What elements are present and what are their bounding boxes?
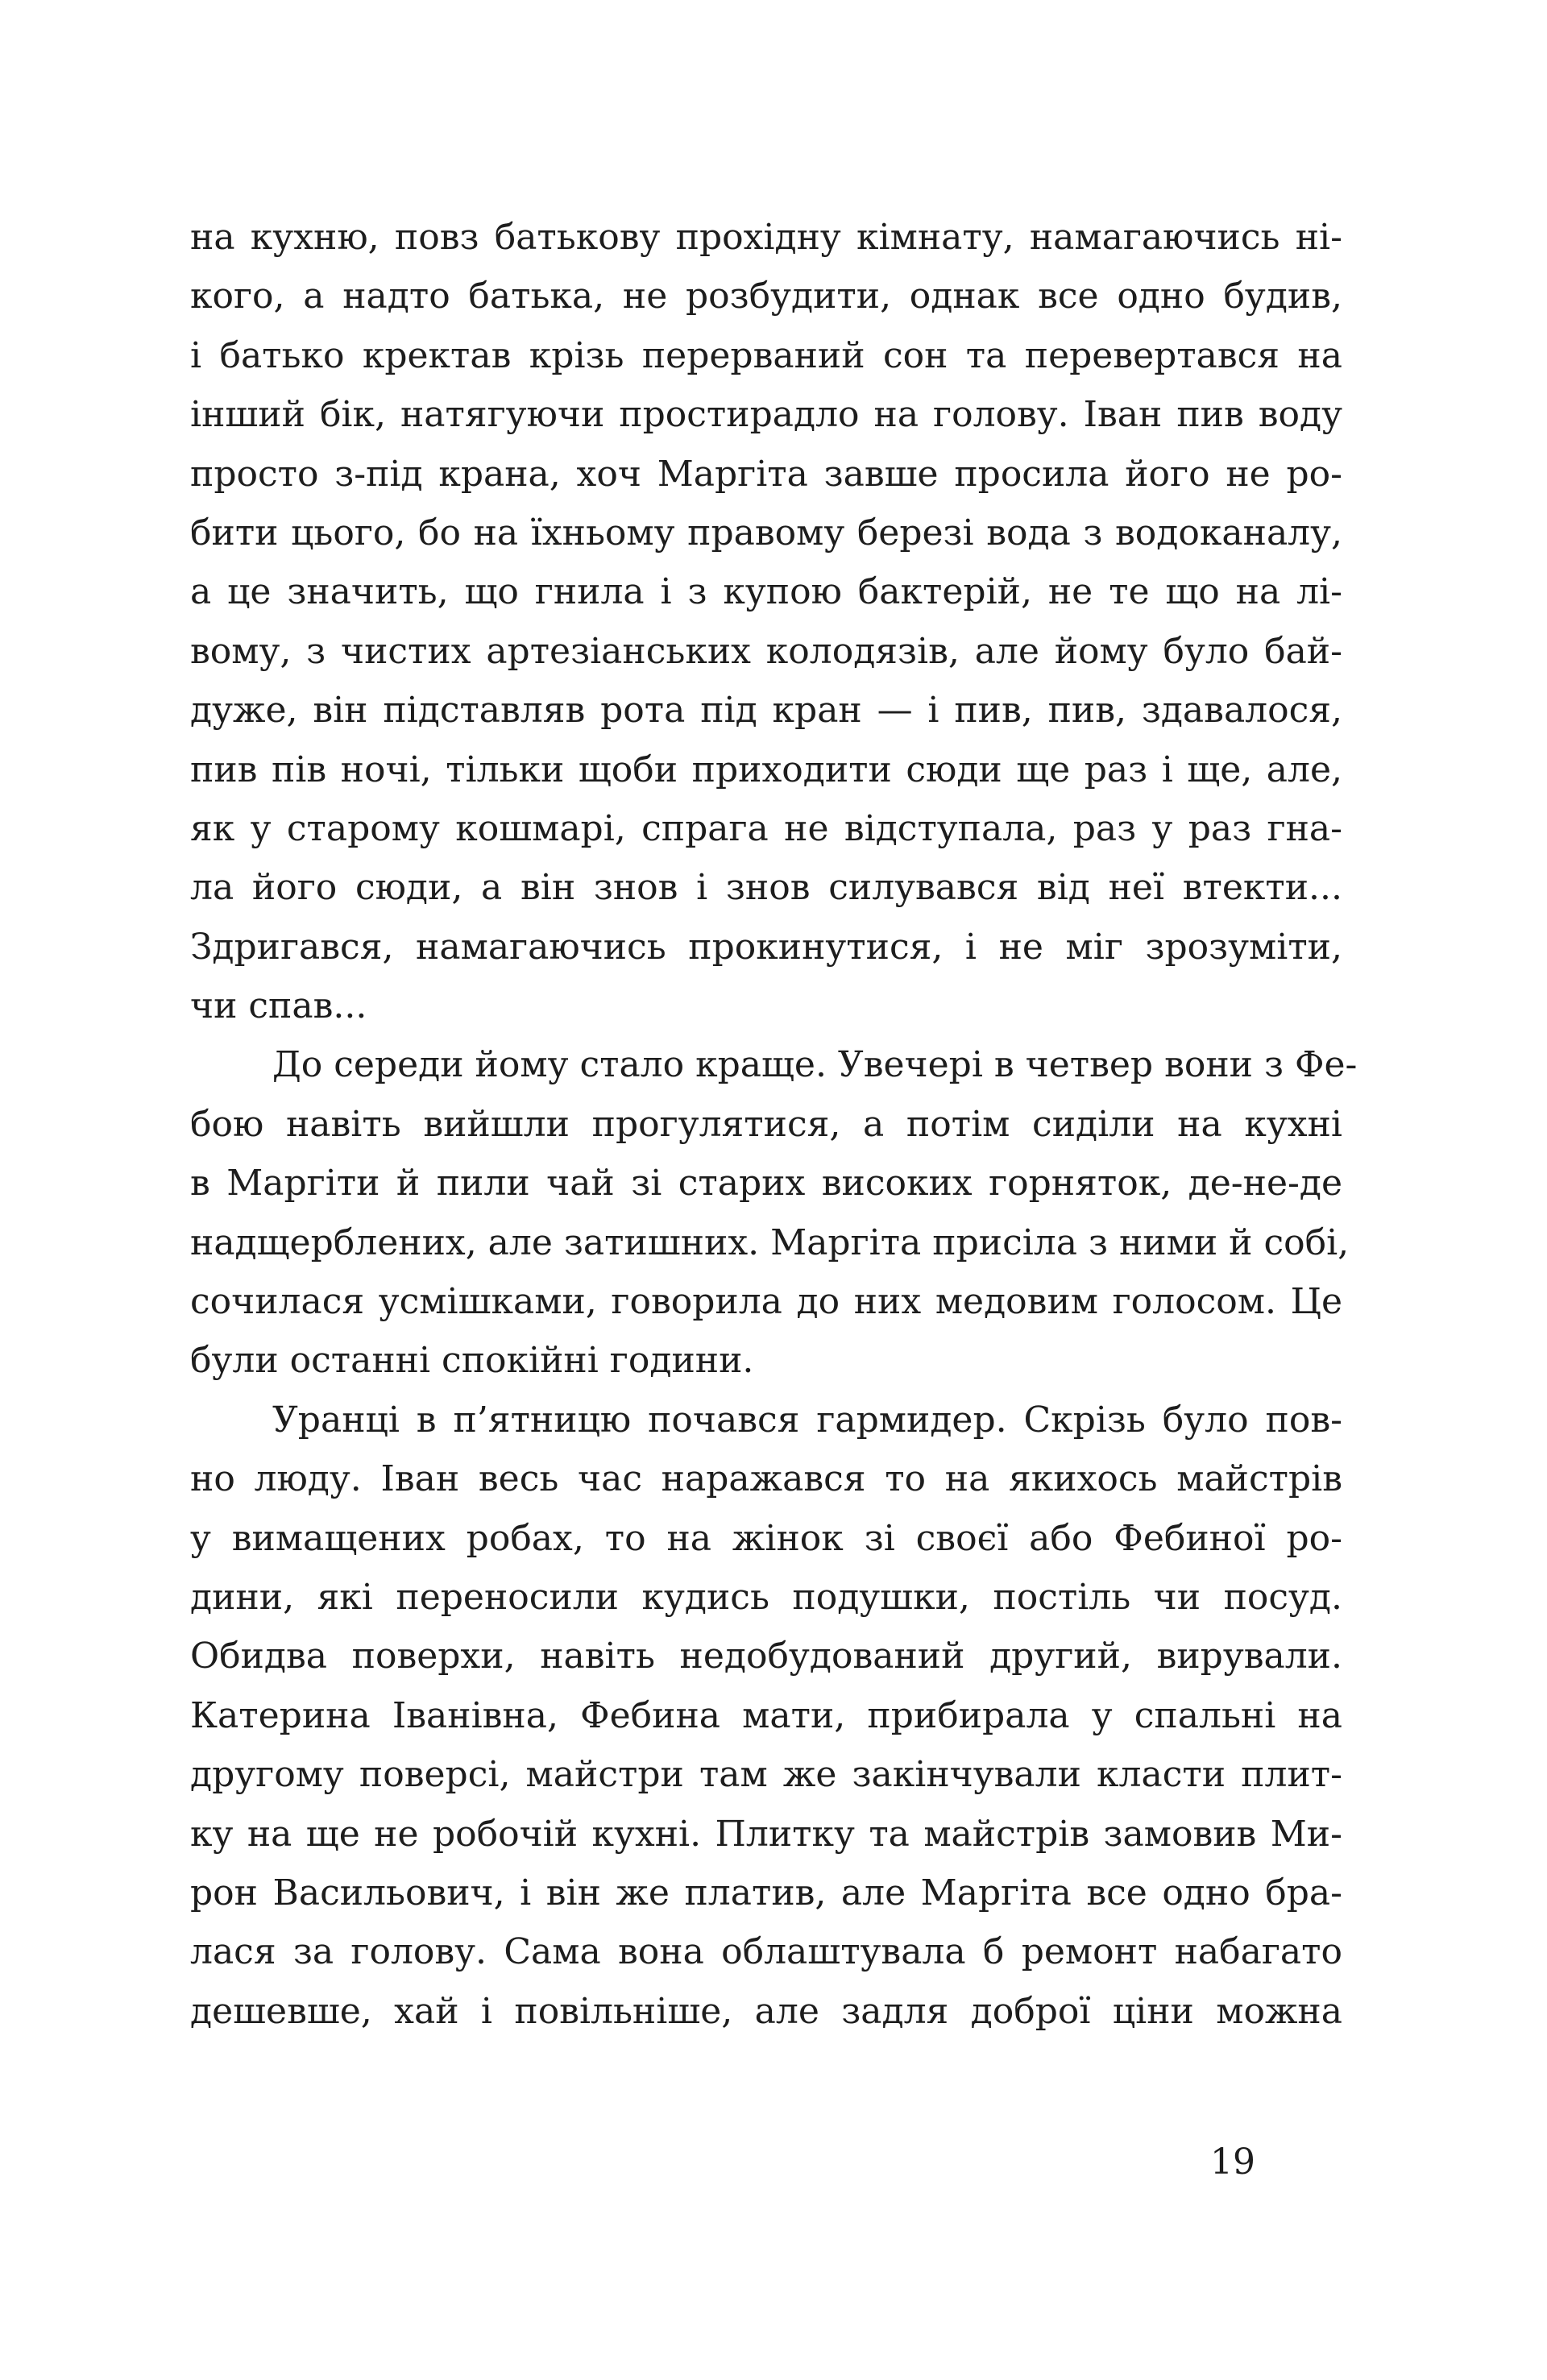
paragraph-first-line: До середи йому стало краще. Увечері в четвер вони з Фе- — [272, 1044, 1358, 1086]
text-line: дуже, він підставляв рота під кран — і пив, пив, здавалося, — [190, 690, 1342, 732]
text-line: кого, а надто батька, не розбудити, однак все одно будив, — [190, 276, 1342, 317]
text-line: дини, які переносили кудись подушки, постіль чи посуд. — [190, 1576, 1342, 1618]
text-line: надщерблених, але затишних. Маргіта присіла з ними й собі, — [190, 1221, 1350, 1263]
text-line: лася за голову. Сама вона облаштувала б ремонт набагато — [190, 1931, 1342, 1973]
text-line: другому поверсі, майстри там же закінчували класти плит- — [190, 1754, 1342, 1796]
text-line: на кухню, повз батькову прохідну кімнату, намагаючись ні- — [190, 217, 1342, 258]
body-text — [190, 208, 1358, 2041]
text-line: Здригався, намагаючись прокинутися, і не міг зрозуміти, — [190, 926, 1342, 968]
text-line: вому, з чистих артезіанських колодязів, але йому було бай- — [190, 630, 1342, 672]
text-line: просто з-під крана, хоч Маргіта завше просила його не ро- — [190, 453, 1342, 495]
text-line: в Маргіти й пили чай зі старих високих горняток, де-не-де — [190, 1163, 1342, 1205]
text-line: інший бік, натягуючи простирадло на голову. Іван пив воду — [190, 394, 1342, 436]
text-line: сочилася усмішками, говорила до них медовим голосом. Це — [190, 1281, 1342, 1323]
text-line: бою навіть вийшли прогулятися, а потім сиділи на кухні — [190, 1103, 1342, 1145]
text-line: дешевше, хай і повільніше, але задля доброї ціни можна — [190, 1990, 1342, 2032]
text-line: були останні спокійні години. — [190, 1340, 754, 1382]
text-line: а це значить, що гнила і з купою бактерій, не те що на лі- — [190, 571, 1342, 613]
text-line: Обидва поверхи, навіть недобудований другий, вирували. — [190, 1636, 1342, 1677]
text-line: но люду. Іван весь час наражався то на якихось майстрів — [190, 1458, 1342, 1500]
text-line: як у старому кошмарі, спрага не відступала, раз у раз гна- — [190, 807, 1342, 849]
text-line: у вимащених робах, то на жінок зі своєї або Фебиної ро- — [190, 1517, 1342, 1559]
text-line: бити цього, бо на їхньому правому березі вода з водоканалу, — [190, 512, 1342, 554]
text-line: чи спав... — [190, 985, 367, 1027]
text-line: рон Васильович, і він же платив, але Маргіта все одно бра- — [190, 1872, 1342, 1914]
text-line: пив пів ночі, тільки щоби приходити сюди ще раз і ще, але, — [190, 748, 1342, 790]
text-line: Катерина Іванівна, Фебина мати, прибирала у спальні на — [190, 1694, 1342, 1736]
paragraph-first-line: Уранці в п’ятницю почався гармидер. Скрізь було пов- — [272, 1399, 1342, 1441]
text-line: і батько кректав крізь перерваний сон та перевертався на — [190, 334, 1342, 376]
text-line: ла його сюди, а він знов і знов силувався від неї втекти... — [190, 867, 1342, 909]
page-number: 19 — [1210, 2142, 1255, 2183]
text-line: ку на ще не робочій кухні. Плитку та майстрів замовив Ми- — [190, 1813, 1342, 1855]
